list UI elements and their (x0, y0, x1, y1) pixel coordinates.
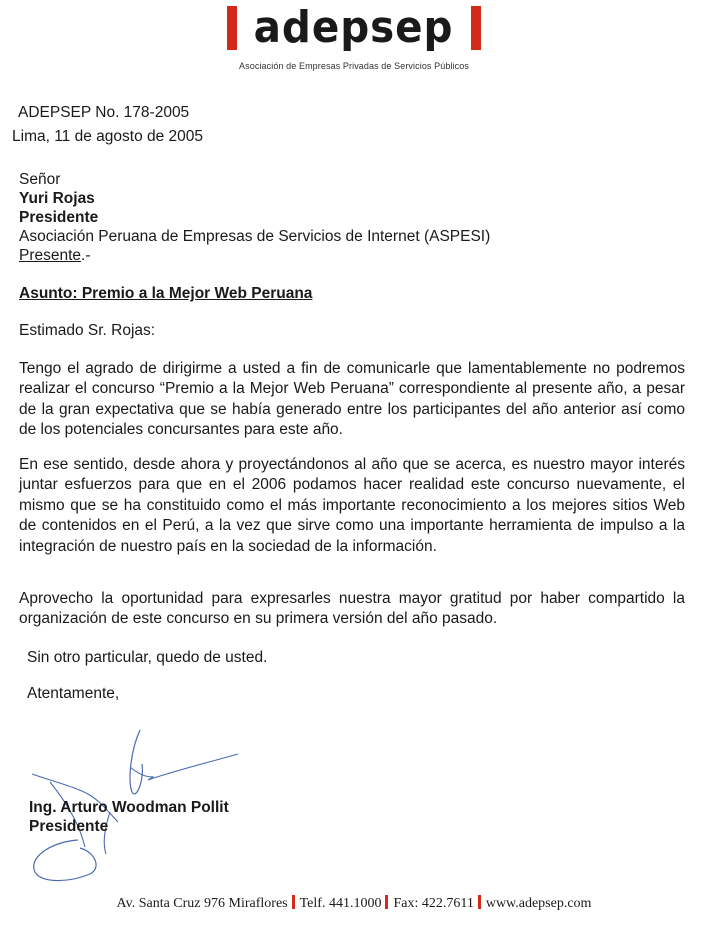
letterhead-footer (0, 895, 708, 912)
footer-phone: Telf. 441.1000 (299, 896, 382, 911)
signer-name: Ing. Arturo Woodman Pollit (29, 799, 229, 816)
logo-subtitle: Asociación de Empresas Privadas de Servicios Públicos (239, 61, 469, 71)
footer-separator (478, 895, 481, 909)
closing-line: Sin otro particular, quedo de usted. (27, 649, 268, 666)
footer-separator (385, 895, 388, 909)
recipient-organization: Asociación Peruana de Empresas de Servicios de Internet (ASPESI) (19, 228, 491, 245)
body-paragraph-2: En ese sentido, desde ahora y proyectándonos al año que se acerca, es nuestro mayor interés juntar esfuerzos para que en el 2006 podamos hacer realidad este concurso nuevamente, el mismo que se ha constituido como el más importante reconocimiento a los mejores sitios Web de contenidos en el Perú, a la vez que sirve como una importante herramienta de impulso a la integración de nuestro país en la sociedad de la información. (19, 456, 685, 555)
footer-address: Av. Santa Cruz 976 Miraflores (116, 896, 288, 911)
recipient-position: Presidente (19, 209, 99, 226)
subject-line: Asunto: Premio a la Mejor Web Peruana (19, 285, 313, 302)
logo-wordmark: adepsep (254, 2, 454, 53)
letter-date: Lima, 11 de agosto de 2005 (12, 128, 204, 145)
footer-fax: Fax: 422.7611 (393, 896, 474, 911)
footer-separator (292, 895, 295, 909)
body-paragraph-1: Tengo el agrado de dirigirme a usted a fin de comunicarle que lamentablemente no podremos realizar el concurso “Premio a la Mejor Web Peruana” correspondiente al presente año, a pesar de la gran expectativa que se había generado entre los participantes del año anterior así como de los potenciales concursantes para este año. (19, 360, 685, 439)
body-paragraph-3: Aprovecho la oportunidad para expresarles nuestra mayor gratitud por haber compartido la organización de este concurso en su primera versión del año pasado. (19, 590, 685, 628)
letterhead-logo (0, 4, 708, 71)
logo-bar-left (227, 6, 237, 50)
logo-bar-right (471, 6, 481, 50)
greeting: Estimado Sr. Rojas: (19, 322, 156, 339)
presente-word: Presente (19, 247, 82, 264)
closing-salutation: Atentamente, (27, 685, 120, 702)
recipient-presente (19, 246, 91, 265)
recipient-salutation: Señor (19, 171, 61, 188)
signer-title: Presidente (29, 818, 109, 835)
footer-website: www.adepsep.com (485, 896, 592, 911)
recipient-name: Yuri Rojas (19, 190, 95, 207)
reference-number: ADEPSEP No. 178-2005 (18, 104, 190, 121)
presente-suffix: .- (81, 247, 91, 264)
